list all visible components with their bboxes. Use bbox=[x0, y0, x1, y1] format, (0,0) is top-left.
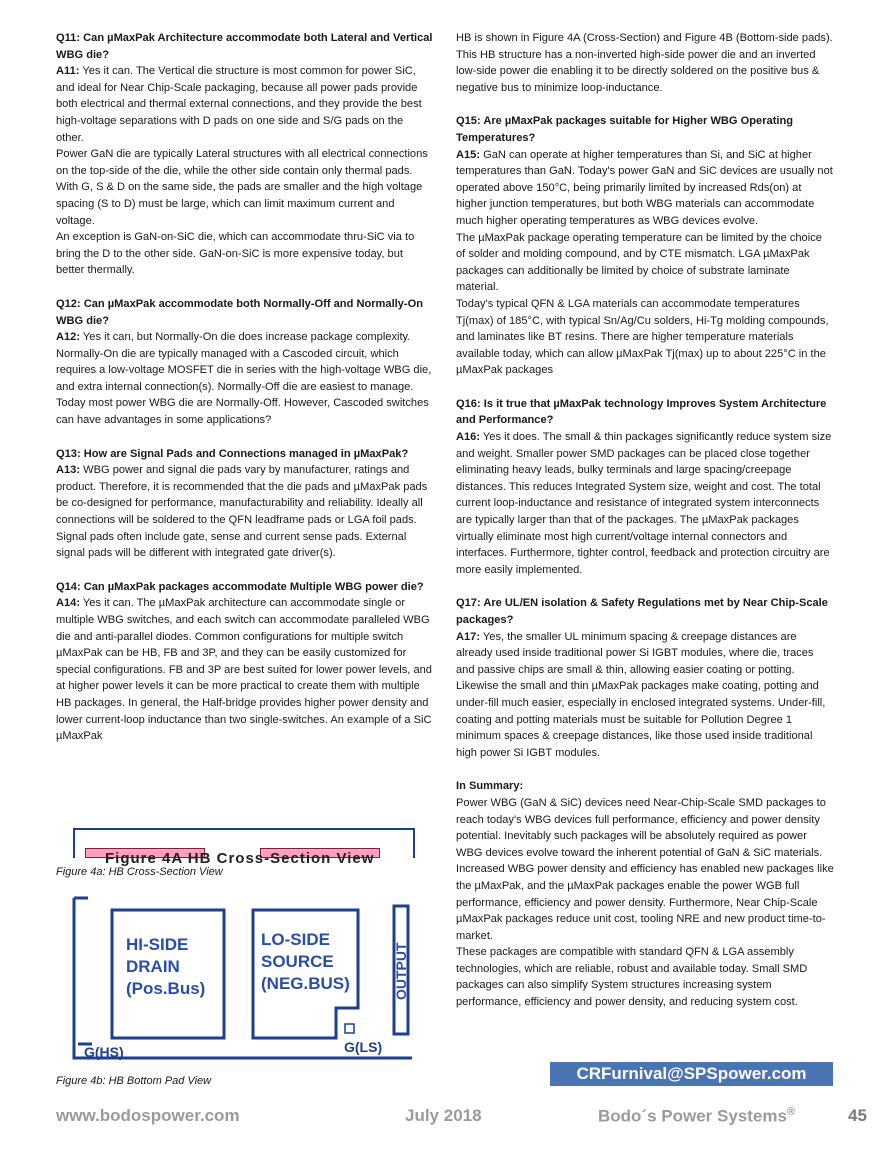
answer-text: GaN can operate at higher temperatures than Si, and SiC at higher temperatures than GaN. Today's power GaN and SiC devices are usually not operated above 150°C, being primarily limited by increased Rds(on) at higher junction temperatures, but both WBG materials can accommodate much higher operating temperatures as WBG devices evolve. bbox=[456, 148, 833, 227]
qa-section bbox=[56, 296, 434, 429]
answer-paragraph bbox=[456, 629, 834, 762]
answer-paragraph bbox=[56, 329, 434, 429]
answer-paragraph bbox=[56, 462, 434, 562]
answer-label: A13: bbox=[56, 464, 81, 477]
qa-section bbox=[456, 113, 834, 379]
contact-email[interactable]: CRFurnival@SPSpower.com bbox=[550, 1062, 833, 1086]
answer-text: Yes, the smaller UL minimum spacing & creepage distances are already used inside traditional power Si IGBT modules, where die, traces and passive chips are small & thin, allowing easier coating or potting. Likewise the small and thin µMaxPak packages make coating, potting and under-fill much easier, especially in enclosed integrated systems. Under-fill, coating and potting materials must be suitable for Pollution Degree 1 minimum spaces & creepage distances, like those used inside traditional high power Si IGBT modules. bbox=[456, 630, 826, 759]
g-ls-label: G(LS) bbox=[344, 1039, 383, 1055]
answer-paragraph bbox=[56, 595, 434, 744]
answer-paragraph bbox=[56, 146, 434, 229]
answer-paragraph bbox=[56, 63, 434, 146]
figure-4b-caption: Figure 4b: HB Bottom Pad View bbox=[56, 1075, 212, 1087]
hi-side-label-line1: HI-SIDE bbox=[126, 935, 189, 954]
answer-label: A14: bbox=[56, 597, 81, 610]
registered-mark: ® bbox=[786, 1106, 796, 1118]
answer-paragraph bbox=[456, 795, 834, 944]
footer-publication bbox=[598, 1106, 795, 1127]
g-hs-label: G(HS) bbox=[84, 1044, 124, 1060]
answer-text: Yes it can. The µMaxPak architecture can accommodate single or multiple WBG switches, and each switch can accommodate paralleled WBG die and anti-parallel diodes. Common configurations for multiple switch µMaxPak can be HB, FB and 3P, and they can be easily customized for special configurations. FB and 3P are best suited for lower power levels, and at higher power levels it can be more practical to create them with multiple HB packages. In general, the Half-bridge provides higher power density and lower current-loop inductance than two single-switches. An example of a SiC µMaxPak bbox=[56, 597, 432, 743]
lo-side-label-line3: (NEG.BUS) bbox=[261, 974, 350, 993]
answer-text: An exception is GaN-on-SiC die, which can accommodate thru-SiC via to bring the D to the other side. GaN-on-SiC is more expensive today, but better thermally. bbox=[56, 231, 415, 277]
answer-paragraph bbox=[456, 30, 834, 96]
figure-4a-cross-section bbox=[73, 828, 415, 867]
footer-issue-date: July 2018 bbox=[405, 1106, 482, 1125]
footer-website[interactable]: www.bodospower.com bbox=[56, 1106, 240, 1125]
answer-text: Today's typical QFN & LGA materials can accommodate temperatures Tj(max) of 185°C, with typical Sn/Ag/Cu solders, Hi-Tg molding compounds, and laminates like BT resins. There are higher temperature materials available today, which can allow µMaxPak Tj(max) up to about 225°C in the µMaxPak packages bbox=[456, 297, 829, 377]
answer-label: A17: bbox=[456, 630, 481, 643]
answer-paragraph bbox=[56, 229, 434, 279]
answer-text: Yes it does. The small & thin packages significantly reduce system size and weight. Smaller power SMD packages can be placed close together eliminating heavy leads, bulky terminals and large spacing/creepage distances. This reduces Integrated System size, weight and cost. The total current loop-inductance and resistance of integrated system interconnects are typically larger than that of the packages. The µMaxPak packages virtually eliminate most high current/voltage internal connectors and interfaces. Furthermore, tighter control, feedback and protection circuitry are more easily implemented. bbox=[456, 431, 832, 576]
answer-label: A15: bbox=[456, 148, 481, 161]
hi-side-label-line3: (Pos.Bus) bbox=[126, 979, 206, 998]
answer-text: WBG power and signal die pads vary by manufacturer, ratings and product. Therefore, it is recommended that the die pads and µMaxPak pads be co-designed for performance, manufacturability and reliability. Ideally all connections will be soldered to the QFN leadframe pads or LGA foil pads. Signal pads often include gate, sense and current sense pads. External signal pads will be different with integrated gate driver(s). bbox=[56, 464, 428, 560]
qa-section bbox=[56, 30, 434, 279]
qa-section bbox=[56, 579, 434, 745]
question-heading: Q14: Can µMaxPak packages accommodate Multiple WBG power die? bbox=[56, 580, 424, 593]
question-heading: Q15: Are µMaxPak packages suitable for Higher WBG Operating Temperatures? bbox=[456, 115, 794, 144]
answer-text: These packages are compatible with standard QFN & LGA assembly technologies, which are reliable, robust and available today. Small SMD packages can also simplify System structures increasing system performance, efficiency and power density, and reducing system cost. bbox=[456, 946, 808, 1009]
answer-text: The µMaxPak package operating temperature can be limited by the choice of solder and molding compound, and by CTE mismatch. LGA µMaxPak packages can additionally be limited by choice of substrate laminate material. bbox=[456, 231, 822, 294]
footer-page-number: 45 bbox=[848, 1106, 867, 1125]
answer-label: A12: bbox=[56, 331, 81, 344]
answer-text: Power GaN die are typically Lateral structures with all electrical connections on the top-side of the die, while the other side contain only thermal pads. With G, S & D on the same side, the pads are smaller and the high voltage spacing (S to D) must be large, which can limit maximum current and voltage. bbox=[56, 148, 428, 227]
answer-text: Yes it can. The Vertical die structure is most common for power SiC, and ideal for Near Chip-Scale packaging, because all power pads provide both electrical and thermal external connections, and they provide the best high-voltage separations with D pads on one side and S/G pads on the other. bbox=[56, 65, 422, 144]
lo-side-label-line2: SOURCE bbox=[261, 952, 334, 971]
answer-paragraph bbox=[456, 944, 834, 1010]
answer-paragraph bbox=[456, 147, 834, 230]
figure-4a-partial-title: Figure 4A HB Cross-Section View bbox=[105, 850, 375, 867]
answer-text: HB is shown in Figure 4A (Cross-Section) and Figure 4B (Bottom-side pads). This HB structure has a non-inverted high-side power die and an inverted low-side power die enabling it to be directly soldered on the positive bus & negative bus to minimize loop-inductance. bbox=[456, 32, 833, 94]
question-heading: Q17: Are UL/EN isolation & Safety Regulations met by Near Chip-Scale packages? bbox=[456, 597, 828, 626]
qa-section bbox=[56, 446, 434, 562]
question-heading: Q13: How are Signal Pads and Connections managed in µMaxPak? bbox=[56, 447, 409, 460]
qa-section bbox=[456, 595, 834, 761]
answer-paragraph bbox=[456, 429, 834, 578]
left-column bbox=[56, 30, 434, 762]
answer-text: Yes it can, but Normally-On die does increase package complexity. Normally-On die are typically managed with a Cascoded circuit, which requires a low-voltage MOSFET die in series with the high-voltage WBG die, and extra internal connection(s). Normally-Off die are easiest to manage. Today most power WBG die are Normally-Off. However, Cascoded switches can have advantages in some applications? bbox=[56, 331, 432, 427]
question-heading: Q12: Can µMaxPak accommodate both Normally-Off and Normally-On WBG die? bbox=[56, 297, 424, 327]
answer-text: Power WBG (GaN & SiC) devices need Near-Chip-Scale SMD packages to reach today's WBG devices full performance, efficiency and power density potential. Inevitably such packages will be absolutely required as power WBG devices evolve toward the inherent potential of GaN & SiC materials. Increased WBG power density and efficiency has enabled new packages like the µMaxPak, and the µMaxPak packages enable the power WGB full performance, efficiency and power density. Furthermore, Near Chip-Scale µMaxPak packages reduce unit cost, tooling NRE and new product time-to-market. bbox=[456, 796, 834, 942]
question-heading: Q11: Can µMaxPak Architecture accommodate both Lateral and Vertical WBG die? bbox=[56, 32, 433, 61]
question-heading: In Summary: bbox=[456, 780, 524, 793]
qa-section bbox=[456, 30, 834, 96]
answer-paragraph bbox=[456, 230, 834, 296]
answer-label: A16: bbox=[456, 431, 481, 444]
answer-paragraph bbox=[456, 296, 834, 379]
qa-section bbox=[456, 778, 834, 1010]
output-pad-label: OUTPUT bbox=[393, 942, 409, 1000]
answer-label: A11: bbox=[56, 65, 80, 78]
publication-name: Bodo´s Power Systems bbox=[598, 1106, 787, 1126]
lo-side-label-line1: LO-SIDE bbox=[261, 930, 330, 949]
hi-side-label-line2: DRAIN bbox=[126, 957, 180, 976]
question-heading: Q16: Is it true that µMaxPak technology Improves System Architecture and Performance? bbox=[456, 397, 827, 427]
qa-section bbox=[456, 396, 834, 579]
right-column bbox=[456, 30, 834, 1028]
figure-4a-caption: Figure 4a: HB Cross-Section View bbox=[56, 866, 223, 878]
figure-4b-bottom-pad-view bbox=[68, 884, 412, 1062]
